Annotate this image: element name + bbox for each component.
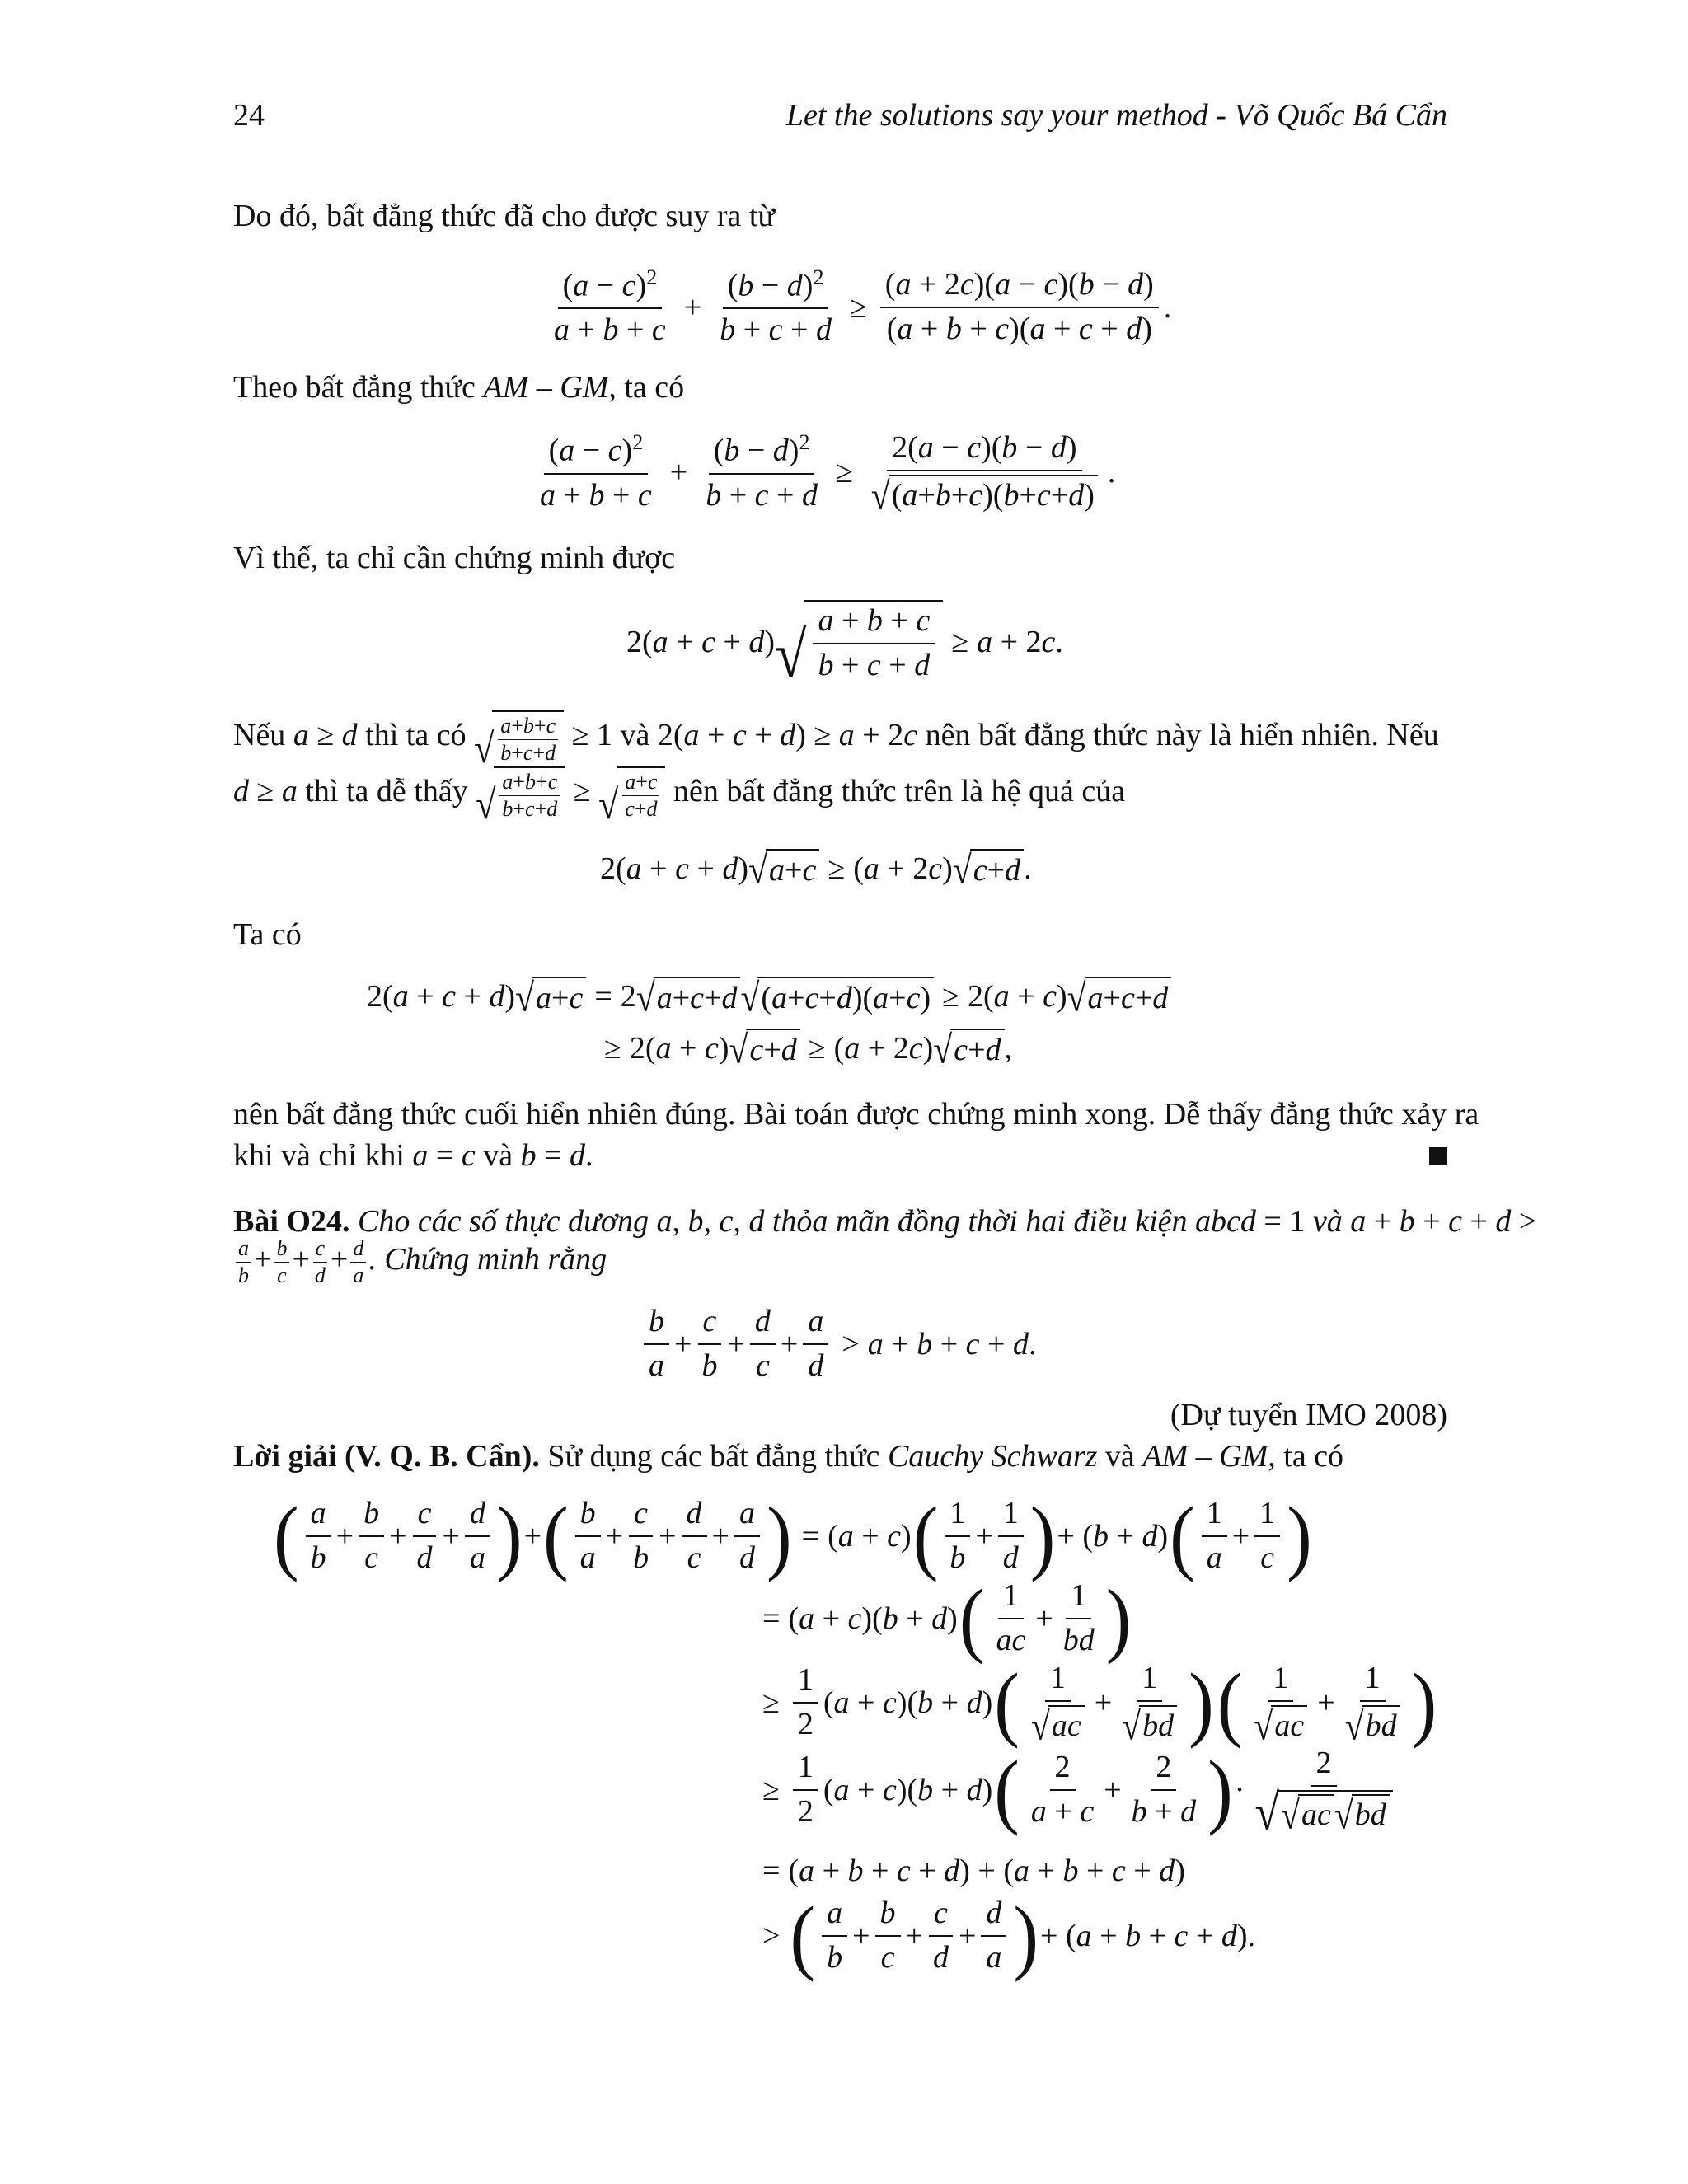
page-number: 24	[233, 98, 265, 133]
qed-square	[1429, 1147, 1447, 1165]
equation: $\frac{b}{a}$ + $\frac{c}{b}$ + $\frac{d}{c}$ + $\frac{a}{d}$ > a + b + c + d.	[639, 1304, 1036, 1384]
source-citation: (Dự tuyển IMO 2008)	[1170, 1398, 1447, 1432]
paragraph: khi và chỉ khi a = c và b = d.	[233, 1138, 593, 1173]
paragraph: Theo bất đẳng thức AM – GM, ta có	[233, 370, 685, 405]
running-title: Let the solutions say your method - Võ Quốc Bá Cẩn	[785, 98, 1447, 133]
paragraph: Vì thế, ta chỉ cần chứng minh được	[233, 541, 676, 575]
equation: 2(a + c + d) √ a + c = 2 √ a + c + d √ ( a + c + d )( a + c ) ≥ 2(a + c) √ a + c + d	[367, 977, 1171, 1016]
equation: = (a + c)(b + d) ( $\frac{1}{ac}$ + $\frac{1}{bd}$ )	[762, 1572, 1132, 1665]
equation: 2(a + c + d) √ $\frac{a + b + c}{b + c + d}$ ≥ a + 2c.	[626, 600, 1063, 683]
equation: ≥ $\frac{1}{2}$ (a + c)(b + d) ( $\frac{2}{a + c}$ + $\frac{2}{b + d}$ ) · 2 √ √ ac √ bd	[762, 1746, 1403, 1835]
paragraph: Do đó, bất đẳng thức đã cho được suy ra từ	[233, 199, 776, 233]
equation: > ( $\frac{a}{b}$ + $\frac{b}{c}$ + $\frac{c}{d}$ + $\frac{d}{a}$ ) + (a + b + c + d).	[762, 1889, 1255, 1982]
problem-statement: Bài O24. Cho các số thực dương a, b, c, d thỏa mãn đồng thời hai điều kiện abcd = 1 và a + b + c + d >	[233, 1204, 1537, 1239]
equation: 2(a + c + d) √ a + c ≥ (a + 2c) √ c + d .	[600, 849, 1032, 893]
equation: $\frac{(a - c)^2}{a + b + c}$ + $\frac{(b - d)^2}{b + c + d}$ ≥ $\frac{(a + 2c)(a - c)(b - d)}{(a + b + c)(a + c + d)}$ .	[554, 265, 1172, 348]
paragraph: d ≥ a thì ta dễ thấy √ $\frac{a+b+c}{b+c+d}$ ≥ √ $\frac{a+c}{c+d}$ nên bất đẳng thức trên là hệ quả của	[233, 766, 1125, 822]
problem-statement: $\frac{a}{b}$ + $\frac{b}{c}$ + $\frac{c}{d}$ + $\frac{d}{a}$ . Chứng minh rằng	[233, 1236, 607, 1288]
solution-heading: Lời giải (V. Q. B. Cẩn). Sử dụng các bất đẳng thức Cauchy Schwarz và AM – GM, ta có	[233, 1439, 1344, 1474]
equation: = (a + b + c + d) + (a + b + c + d)	[762, 1854, 1185, 1888]
equation: ≥ $\frac{1}{2}$ (a + c)(b + d) ( 1 √ ac + 1 √ bd ) ( 1 √ ac + 1 √ bd )	[762, 1656, 1437, 1750]
paragraph: Nếu a ≥ d thì ta có √ $\frac{a+b+c}{b+c+d}$ ≥ 1 và 2(a + c + d) ≥ a + 2c nên bất đẳng thức này là hiển nhiên. Nếu	[233, 710, 1439, 766]
paragraph: nên bất đẳng thức cuối hiển nhiên đúng. Bài toán được chứng minh xong. Dễ thấy đẳng thức xảy ra	[233, 1097, 1479, 1132]
equation: ( $\frac{a}{b}$ + $\frac{b}{c}$ + $\frac{c}{d}$ + $\frac{d}{a}$ ) + ( $\frac{b}{a}$ + $\frac{c}{b}$ + $\frac{d}{c}$ + $\frac{a}{d}$ ) = (a + c) ( $\frac{1}{b}$ + $\frac{1}{d}$ ) + (b + d) ( $\frac{1}{a}$ + $\frac{1}{c}$ )	[274, 1489, 1312, 1582]
paragraph: Ta có	[233, 917, 302, 952]
equation: ≥ 2(a + c) √ c + d ≥ (a + 2c) √ c + d ,	[604, 1029, 1012, 1072]
equation: $\frac{(a - c)^2}{a + b + c}$ + $\frac{(b - d)^2}{b + c + d}$ ≥ 2(a − c)(b − d) √ ( a + b + c )( b + c + d ) .	[540, 430, 1116, 518]
